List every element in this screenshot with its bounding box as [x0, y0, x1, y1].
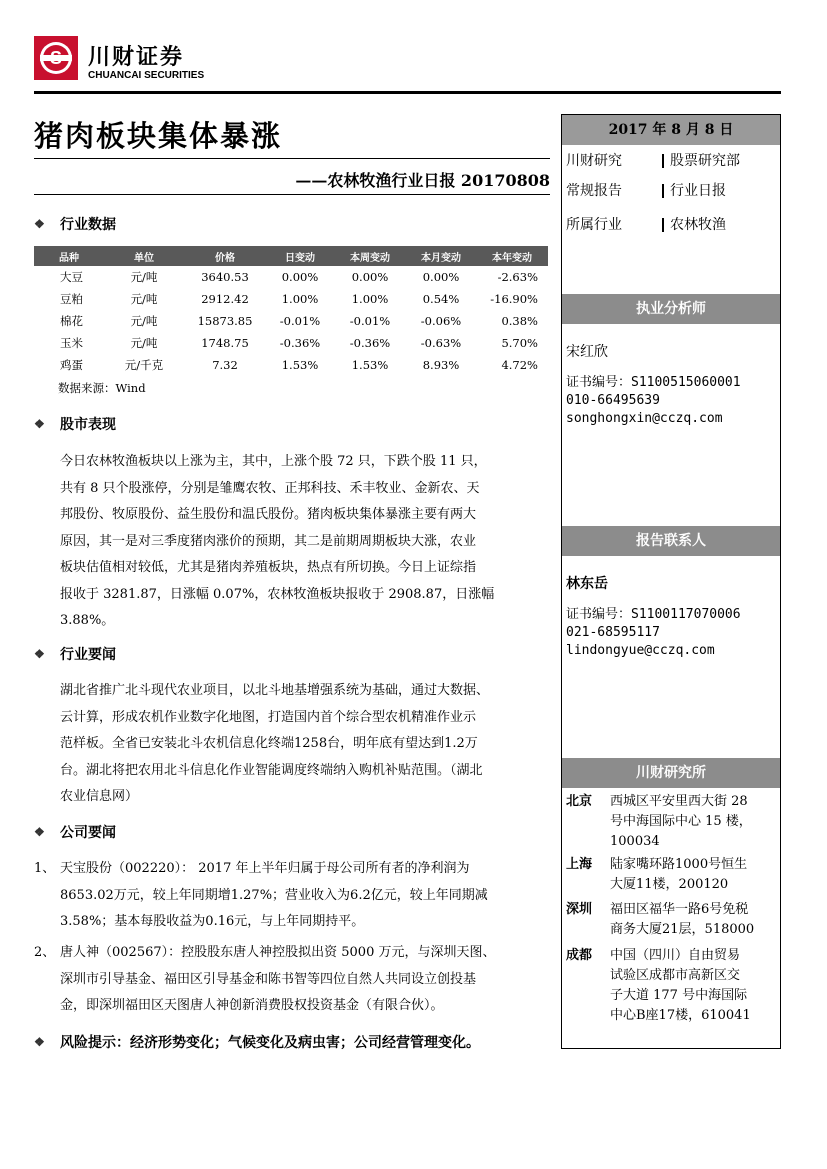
meta-key: 常规报告 [566, 183, 622, 199]
address-line: 中国（四川）自由贸易 [610, 948, 741, 963]
table-cell: 15873.85 [197, 314, 253, 328]
diamond-bullet-icon: ❖ [34, 417, 45, 431]
address-line: 福田区福华一路6号免税 [610, 902, 749, 917]
text-line: 农业信息网） [60, 789, 139, 804]
text-line: 报收于 3281.87，日涨幅 0.07%，农林牧渔板块报收于 2908.87，日涨幅 [60, 586, 495, 602]
table-cell: 豆粕 [60, 292, 83, 306]
table-cell: -0.36% [279, 336, 321, 350]
office-city: 上海 [566, 857, 593, 872]
column-header: 单位 [104, 246, 184, 266]
analyst-info [566, 374, 741, 428]
section-heading: 行业要闻 [60, 647, 116, 663]
table-cell: 1.53% [351, 358, 389, 372]
analyst-name: 宋红欣 [566, 344, 608, 360]
table-cell: 大豆 [60, 270, 83, 284]
table-cell: -0.06% [420, 314, 462, 328]
text-line: 台。湖北将把农用北斗信息化作业智能调度终端纳入购机补贴范围。（湖北 [60, 762, 483, 778]
diamond-bullet-icon: ❖ [34, 825, 45, 839]
meta-value: 股票研究部 [662, 154, 740, 168]
item-number: 1、 [34, 861, 56, 876]
column-header: 本周变动 [334, 246, 406, 266]
table-cell: 4.72% [501, 358, 538, 372]
column-header: 品种 [34, 246, 104, 266]
header-rule [34, 91, 781, 94]
table-cell: 0.54% [422, 292, 460, 306]
report-date: 2017 年 8 月 8 日 [562, 115, 780, 145]
company-logo [34, 36, 78, 80]
text-line: 天宝股份（002220）： 2017 年上半年归属于母公司所有者的净利润为 [60, 861, 470, 876]
table-cell: 1748.75 [201, 336, 249, 350]
address-line: 陆家嘴环路1000号恒生 [610, 857, 748, 872]
column-header: 日变动 [266, 246, 334, 266]
table-cell: -0.36% [349, 336, 391, 350]
office-chengdu [566, 946, 778, 1026]
brand-name-en: CHUANCAI SECURITIES [88, 70, 205, 81]
company-news-item [34, 940, 550, 1020]
analyst-cert: 证书编号：S1100515060001 [566, 375, 741, 390]
table-cell: -0.01% [349, 314, 391, 328]
table-cell: 0.38% [501, 314, 538, 328]
address-line: 子大道 177 号中海国际 [610, 988, 748, 1003]
section-heading: 股市表现 [60, 417, 116, 433]
meta-key: 川财研究 [566, 153, 622, 169]
contact-phone: 021-68595117 [566, 625, 660, 640]
table-cell: 1.00% [351, 292, 389, 306]
item-number: 2、 [34, 945, 56, 960]
text-line: 云计算，形成农机作业数字化地图，打造国内首个综合型农机精准作业示 [60, 709, 477, 725]
table-cell: -0.63% [420, 336, 462, 350]
logo-mark-icon [34, 36, 78, 80]
column-header: 本年变动 [476, 246, 548, 266]
table-cell: 0.00% [281, 270, 319, 284]
text-line: 邦股份、牧原股份、益生股份和温氏股份。猪肉板块集体暴涨主要有两大 [60, 507, 477, 522]
table-cell: 元/吨 [130, 270, 158, 284]
risk-warning [34, 1032, 480, 1052]
svg-text:S: S [49, 48, 63, 68]
table-cell: 元/吨 [130, 292, 158, 306]
table-cell: 0.00% [422, 270, 460, 284]
text-line: 3.58%；基本每股收益为0.16元，与上年同期持平。 [60, 914, 365, 929]
risk-text: 风险提示：经济形势变化；气候变化及病虫害；公司经营管理变化。 [60, 1035, 480, 1051]
institute-heading: 川财研究所 [562, 758, 780, 788]
table-cell: 2912.42 [201, 292, 249, 306]
text-line: 唐人神（002567）：控股股东唐人神控股拟出资 5000 万元，与深圳天图、 [60, 945, 496, 960]
title-divider [34, 158, 550, 159]
text-line: 3.88%。 [60, 613, 115, 628]
analyst-email: songhongxin@cczq.com [566, 411, 723, 426]
diamond-bullet-icon: ❖ [34, 647, 45, 661]
section-heading: 公司要闻 [60, 825, 116, 841]
table-cell: 元/吨 [130, 314, 158, 328]
table-cell: 8.93% [422, 358, 460, 372]
table-cell: 棉花 [60, 314, 83, 328]
meta-row [566, 180, 726, 200]
address-line: 100034 [610, 834, 660, 849]
text-line: 今日农林牧渔板块以上涨为主，其中，上涨个股 72 只，下跌个股 11 只， [60, 454, 487, 469]
meta-row [566, 150, 740, 170]
address-line: 号中海国际中心 15 楼， [610, 814, 752, 829]
text-line: 8653.02万元，较上年同期增1.27%；营业收入为6.2亿元，较上年同期减 [60, 887, 488, 903]
table-cell: 0.00% [351, 270, 389, 284]
meta-key: 所属行业 [566, 217, 622, 233]
report-title: 猪肉板块集体暴涨 [34, 119, 283, 153]
address-line: 商务大厦21层，518000 [610, 922, 755, 937]
meta-row [566, 214, 726, 234]
office-city: 成都 [566, 948, 593, 963]
text-line: 板块估值相对较低，尤其是猪肉养殖板块，热点有所切换。今日上证综指 [60, 560, 477, 575]
table-cell: 5.70% [501, 336, 538, 350]
office-city: 深圳 [566, 902, 593, 917]
market-paragraph [60, 449, 550, 635]
diamond-bullet-icon: ❖ [34, 217, 45, 231]
column-header: 本月变动 [406, 246, 476, 266]
contact-info [566, 606, 741, 660]
analyst-phone: 010-66495639 [566, 393, 660, 408]
text-line: 深圳市引导基金、福田区引导基金和陈书智等四位自然人共同设立创投基 [60, 971, 477, 987]
table-cell: 鸡蛋 [60, 358, 83, 372]
address-line: 试验区成都市高新区交 [610, 968, 741, 983]
contact-heading: 报告联系人 [562, 526, 780, 556]
table-row [34, 332, 548, 354]
text-line: 湖北省推广北斗现代农业项目，以北斗地基增强系统为基础，通过大数据、 [60, 683, 490, 698]
industry-data-table [34, 246, 548, 376]
column-header: 价格 [184, 246, 266, 266]
table-row [34, 354, 548, 376]
text-line: 范样板。全省已安装北斗农机信息化终端1258台，明年底有望达到1.2万 [60, 736, 478, 751]
contact-name: 林东岳 [566, 576, 608, 592]
table-cell: 元/吨 [130, 336, 158, 350]
table-cell: 元/千克 [124, 358, 164, 372]
office-shanghai [566, 855, 778, 895]
company-news-item [34, 856, 550, 936]
table-cell: 玉米 [60, 336, 83, 350]
analyst-heading: 执业分析师 [562, 294, 780, 324]
address-line: 大厦11楼，200120 [610, 877, 729, 892]
contact-cert: 证书编号：S1100117070006 [566, 607, 741, 622]
address-line: 中心B座17楼，610041 [610, 1008, 751, 1023]
section-heading: 行业数据 [60, 217, 116, 233]
table-cell: -16.90% [490, 292, 538, 306]
table-cell: 7.32 [212, 358, 238, 372]
section-industry-news [34, 644, 116, 664]
text-line: 原因，其一是对三季度猪肉涨价的预期，其二是前期周期板块大涨，农业 [60, 533, 477, 549]
address-line: 西城区平安里西大街 28 [610, 794, 748, 809]
diamond-bullet-icon: ❖ [34, 1035, 45, 1049]
table-cell: 3640.53 [201, 270, 249, 284]
meta-value: 行业日报 [662, 184, 726, 198]
contact-email: lindongyue@cczq.com [566, 643, 715, 658]
section-company-news [34, 822, 116, 842]
section-market [34, 414, 116, 434]
office-shenzhen [566, 900, 778, 940]
office-beijing [566, 792, 778, 852]
table-row [34, 288, 548, 310]
text-line: 金，即深圳福田区天图唐人神创新消费股权投资基金（有限合伙）。 [60, 998, 444, 1013]
table-row [34, 310, 548, 332]
subtitle-divider [34, 194, 550, 195]
table-cell: 1.53% [281, 358, 319, 372]
table-cell: -2.63% [497, 270, 538, 284]
section-industry-data [34, 214, 116, 234]
brand-name-cn: 川财证券 [88, 45, 185, 70]
data-source-note: 数据来源：Wind [58, 381, 146, 395]
news-paragraph [60, 678, 550, 811]
table-cell: -0.01% [279, 314, 321, 328]
table-header-row [34, 246, 548, 266]
report-subtitle: ——农林牧渔行业日报 20170808 [295, 171, 550, 190]
office-city: 北京 [566, 794, 593, 809]
meta-value: 农林牧渔 [662, 218, 726, 232]
table-row [34, 266, 548, 288]
table-cell: 1.00% [281, 292, 319, 306]
text-line: 共有 8 只个股涨停，分别是雏鹰农牧、正邦科技、禾丰牧业、金新农、天 [60, 480, 480, 496]
